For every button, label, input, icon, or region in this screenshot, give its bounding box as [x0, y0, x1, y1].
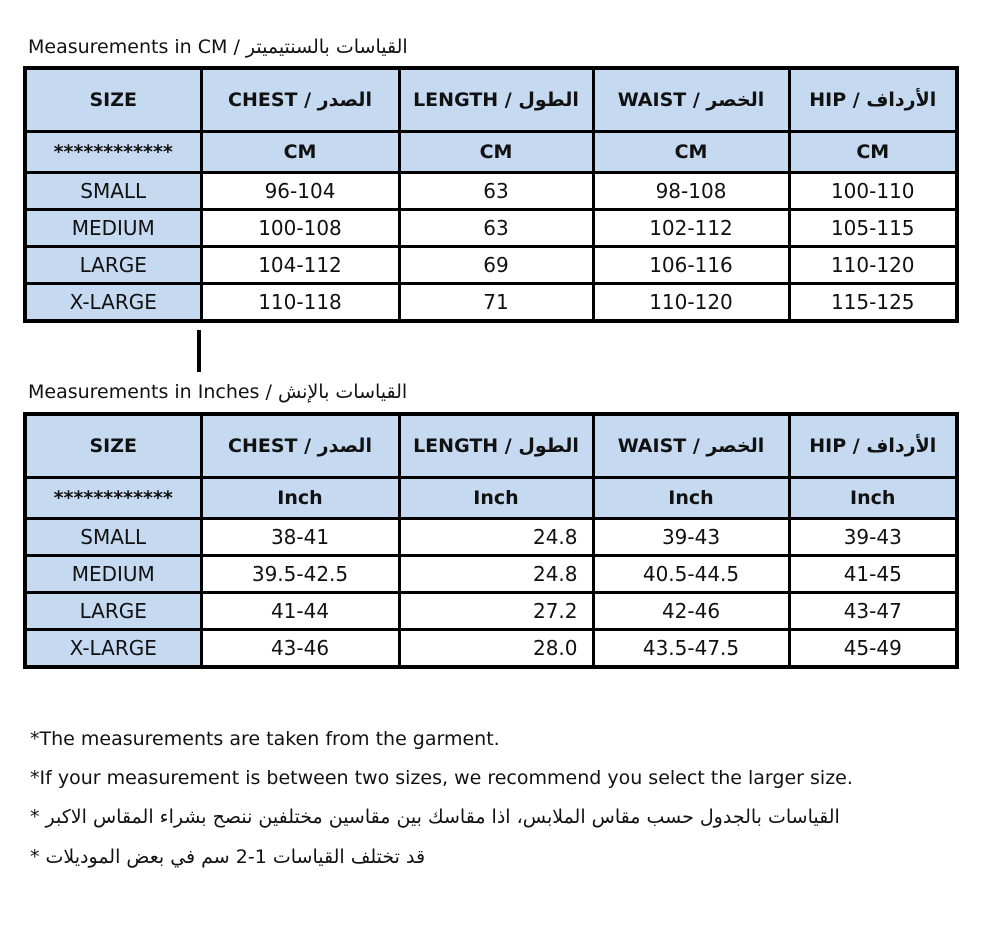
table-row [25, 173, 957, 210]
table-row [25, 210, 957, 247]
cm-table-caption: Measurements in CM / القياسات بالسنتيميتر [28, 36, 408, 58]
hip-value: 115-125 [789, 284, 957, 322]
chest-value: 43-46 [201, 630, 399, 668]
size-label: SMALL [25, 519, 201, 556]
unit-cell: Inch [201, 478, 399, 519]
hip-value: 43-47 [789, 593, 957, 630]
table-row [25, 593, 957, 630]
unit-cell: CM [789, 132, 957, 173]
waist-value: 39-43 [593, 519, 789, 556]
note-larger-size: *If your measurement is between two sizes, we recommend you select the larger size. [30, 767, 853, 789]
chest-value: 100-108 [201, 210, 399, 247]
unit-row [25, 132, 957, 173]
cm-size-table [23, 66, 959, 323]
waist-value: 102-112 [593, 210, 789, 247]
table-row [25, 556, 957, 593]
chest-value: 96-104 [201, 173, 399, 210]
header-length: LENGTH / الطول [399, 414, 593, 478]
unit-cell: CM [201, 132, 399, 173]
size-label: LARGE [25, 247, 201, 284]
unit-cell: Inch [593, 478, 789, 519]
unit-row [25, 478, 957, 519]
size-label: X-LARGE [25, 284, 201, 322]
length-value: 24.8 [399, 519, 593, 556]
waist-value: 40.5-44.5 [593, 556, 789, 593]
length-value: 27.2 [399, 593, 593, 630]
note-garment: *The measurements are taken from the garment. [30, 728, 500, 750]
note-arabic-variance: قد تختلف القياسات 1-2 سم في بعض الموديلات * [30, 846, 426, 868]
hip-value: 100-110 [789, 173, 957, 210]
waist-value: 106-116 [593, 247, 789, 284]
table-row [25, 630, 957, 668]
note-arabic-sizes: القياسات بالجدول حسب مقاس الملابس، اذا مقاسك بين مقاسين مختلفين ننصح بشراء المقاس الاكبر * [30, 806, 840, 828]
unit-cell: ************ [25, 132, 201, 173]
chest-value: 38-41 [201, 519, 399, 556]
length-value: 28.0 [399, 630, 593, 668]
unit-cell: ************ [25, 478, 201, 519]
table-header-row [25, 68, 957, 132]
header-size: SIZE [25, 414, 201, 478]
size-label: SMALL [25, 173, 201, 210]
header-waist: WAIST / الخصر [593, 68, 789, 132]
chest-value: 110-118 [201, 284, 399, 322]
size-label: LARGE [25, 593, 201, 630]
unit-cell: Inch [789, 478, 957, 519]
waist-value: 42-46 [593, 593, 789, 630]
header-hip: HIP / الأرداف [789, 68, 957, 132]
header-waist: WAIST / الخصر [593, 414, 789, 478]
header-size: SIZE [25, 68, 201, 132]
table-row [25, 519, 957, 556]
size-label: MEDIUM [25, 556, 201, 593]
inch-size-table [23, 412, 959, 669]
unit-cell: CM [593, 132, 789, 173]
chest-value: 39.5-42.5 [201, 556, 399, 593]
table-row [25, 247, 957, 284]
size-label: MEDIUM [25, 210, 201, 247]
length-value: 71 [399, 284, 593, 322]
chest-value: 104-112 [201, 247, 399, 284]
waist-value: 98-108 [593, 173, 789, 210]
hip-value: 110-120 [789, 247, 957, 284]
length-value: 63 [399, 210, 593, 247]
header-length: LENGTH / الطول [399, 68, 593, 132]
length-value: 63 [399, 173, 593, 210]
waist-value: 110-120 [593, 284, 789, 322]
unit-cell: Inch [399, 478, 593, 519]
hip-value: 105-115 [789, 210, 957, 247]
hip-value: 45-49 [789, 630, 957, 668]
hip-value: 39-43 [789, 519, 957, 556]
header-chest: CHEST / الصدر [201, 68, 399, 132]
length-value: 24.8 [399, 556, 593, 593]
hip-value: 41-45 [789, 556, 957, 593]
table-row [25, 284, 957, 322]
chest-value: 41-44 [201, 593, 399, 630]
unit-cell: CM [399, 132, 593, 173]
header-chest: CHEST / الصدر [201, 414, 399, 478]
inch-table-caption: Measurements in Inches / القياسات بالإنش [28, 381, 408, 403]
length-value: 69 [399, 247, 593, 284]
size-label: X-LARGE [25, 630, 201, 668]
header-hip: HIP / الأرداف [789, 414, 957, 478]
waist-value: 43.5-47.5 [593, 630, 789, 668]
table-header-row [25, 414, 957, 478]
divider-line [197, 330, 201, 372]
